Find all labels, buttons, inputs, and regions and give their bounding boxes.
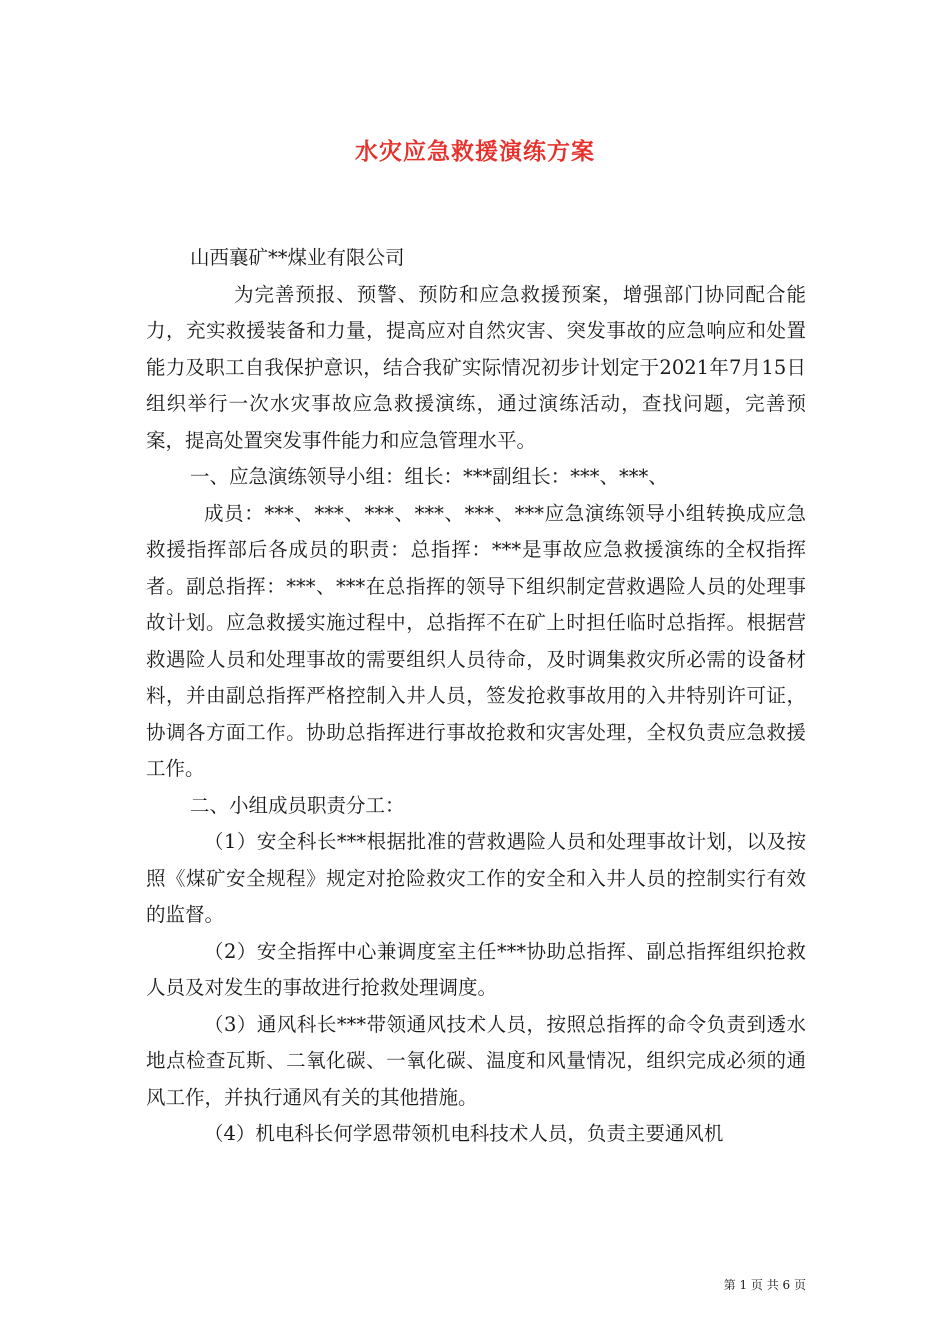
paragraph-item-1: （1）安全科长***根据批准的营救遇险人员和处理事故计划，以及按照《煤矿安全规程》规定对抢险救灾工作的安全和入井人员的控制实行有效的监督。 <box>146 830 806 926</box>
paragraph-item-4: （4）机电科长何学恩带领机电科技术人员，负责主要通风机 <box>204 1122 724 1145</box>
paragraph-item-2: （2）安全指挥中心兼调度室主任***协助总指挥、副总指挥组织抢救人员及对发生的事故进行抢救处理调度。 <box>146 939 806 999</box>
paragraph-members: 成员：***、***、***、***、***、***应急演练领导小组转换成应急救援指挥部后各成员的职责：总指挥：***是事故应急救援演练的全权指挥者。副总指挥：***、***在总指挥的领导下组织制定营救遇险人员的处理事故计划。应急救援实施过程中，总指挥不在矿上时担任临时总指挥。根据营救遇险人员和处理事故的需要组织人员待命，及时调集救灾所必需的设备材料，并由副总指挥严格控制入井人员，签发抢救事故用的入井特别许可证，协调各方面工作。协助总指挥进行事故抢救和灾害处理，全权负责应急救援工作。 <box>146 501 806 780</box>
document-body <box>146 240 806 1153</box>
page-number: 第 1 页 共 6 页 <box>723 1278 806 1292</box>
company-name: 山西襄矿**煤业有限公司 <box>190 246 405 269</box>
paragraph-section-two: 二、小组成员职责分工： <box>190 793 405 817</box>
document-title: 水灾应急救援演练方案 <box>355 138 595 165</box>
paragraph-leadership-group: 一、应急演练领导小组：组长：***副组长：***、***、 <box>190 465 668 488</box>
paragraph-item-3: （3）通风科长***带领通风技术人员，按照总指挥的命令负责到透水地点检查瓦斯、二氧化碳、一氧化碳、温度和风量情况，组织完成必须的通风工作，并执行通风有关的其他措施。 <box>146 1012 806 1109</box>
paragraph-intro: 为完善预报、预警、预防和应急救援预案，增强部门协同配合能力，充实救援装备和力量，提高应对自然灾害、突发事故的应急响应和处置能力及职工自我保护意识，结合我矿实际情况初步计划定于2021年7月15日组织举行一次水灾事故应急救援演练，通过演练活动，查找问题，完善预案，提高处置突发事件能力和应急管理水平。 <box>146 282 806 452</box>
